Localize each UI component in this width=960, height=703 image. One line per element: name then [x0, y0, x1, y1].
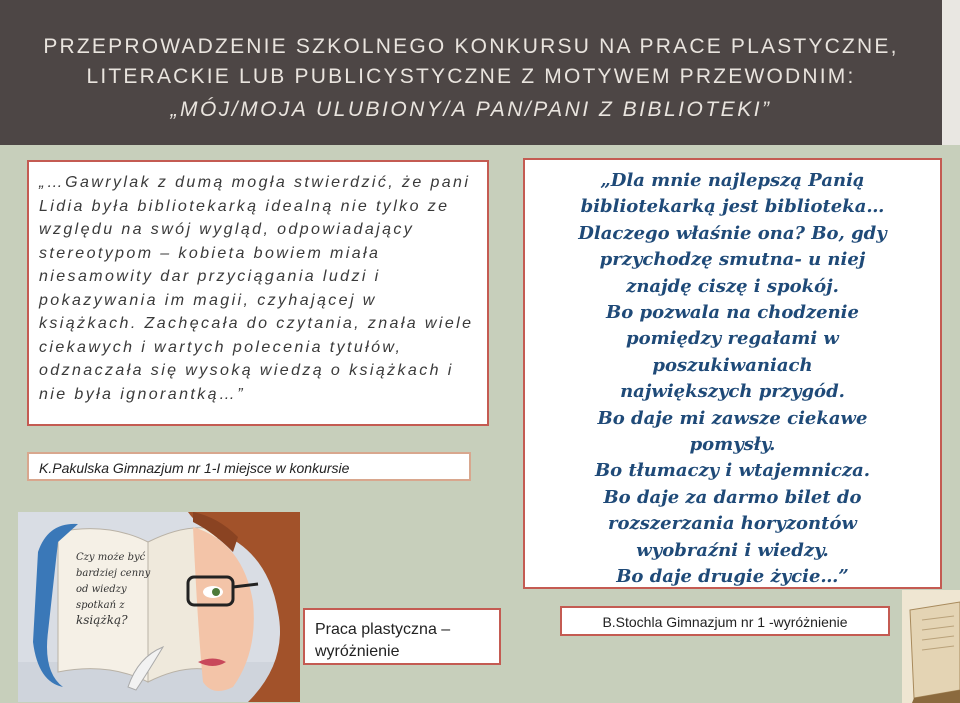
- page-subtitle: „MÓJ/MOJA ULUBIONY/A PAN/PANI Z BIBLIOTEKI”: [170, 98, 772, 121]
- left-quote-box: [27, 160, 489, 426]
- title-line-2: LITERACKIE LUB PUBLICYSTYCZNE Z MOTYWEM PRZEWODNIM:: [86, 65, 856, 88]
- left-quote-text: „…Gawrylak z dumą mogła stwierdzić, że pani Lidia była bibliotekarką idealną nie tylko ze względu na swój wygląd, odpowiadający stereotypom – kobieta bowiem miała niesamowity dar przyciągania ludzi i pokazywania im magii, czyhającej w książkach. Zachęcała do czytania, znała wiele ciekawych i wartych polecenia tytułów, odznaczała się wysoką wiedzą o książkach i nie była ignorantką…”: [39, 174, 474, 403]
- left-caption: K.Pakulska Gimnazjum nr 1-I miejsce w konkursie: [27, 452, 471, 481]
- right-quote-line: Bo daje drugie życie…”: [616, 566, 849, 588]
- art-text-line-1: Czy może być: [76, 552, 146, 563]
- art-text-line-3: od wiedzy: [76, 584, 127, 595]
- right-quote-box: [523, 158, 942, 589]
- header-banner: [0, 0, 942, 145]
- right-quote-line: poszukiwaniach: [652, 354, 813, 376]
- right-quote-line: Dlaczego właśnie ona? Bo, gdy: [578, 222, 887, 244]
- right-quote-line: Bo tłumaczy i wtajemnicza.: [594, 460, 871, 482]
- right-quote-line: Bo daje mi zawsze ciekawe: [597, 407, 868, 429]
- right-quote-line: Bo daje za darmo bilet do: [603, 486, 862, 508]
- art-text-line-5: książką?: [76, 613, 128, 627]
- right-quote-line: pomiędzy regałami w: [626, 328, 839, 350]
- art-text-line-2: bardziej cenny: [76, 568, 151, 579]
- right-caption: B.Stochla Gimnazjum nr 1 -wyróżnienie: [560, 606, 890, 636]
- right-quote-line: pomysły.: [689, 434, 776, 456]
- right-quote-line: Bo pozwala na chodzenie: [606, 302, 859, 324]
- header-edge: [942, 0, 960, 145]
- mid-caption: Praca plastyczna – wyróżnienie: [303, 608, 501, 665]
- old-book-drawing: [902, 590, 960, 703]
- art-text-line-4: spotkań z: [76, 600, 125, 611]
- right-quote-line: przychodzę smutna- u niej: [599, 249, 866, 271]
- right-quote-line: „Dla mnie najlepszą Panią: [600, 170, 865, 191]
- old-book-image: [902, 590, 960, 703]
- right-quote-line: największych przygód.: [620, 381, 845, 403]
- artwork-drawing: [18, 512, 300, 702]
- right-quote-line: rozszerzania horyzontów: [608, 513, 857, 535]
- title-line-1: PRZEPROWADZENIE SZKOLNEGO KONKURSU NA PRACE PLASTYCZNE,: [43, 35, 899, 58]
- right-quote-line: znajdę ciszę i spokój.: [626, 275, 839, 297]
- page-title: [0, 32, 942, 92]
- artwork-image: [18, 512, 300, 702]
- right-quote-line: bibliotekarką jest biblioteka…: [580, 196, 885, 218]
- right-quote-line: wyobraźni i wiedzy.: [636, 539, 829, 561]
